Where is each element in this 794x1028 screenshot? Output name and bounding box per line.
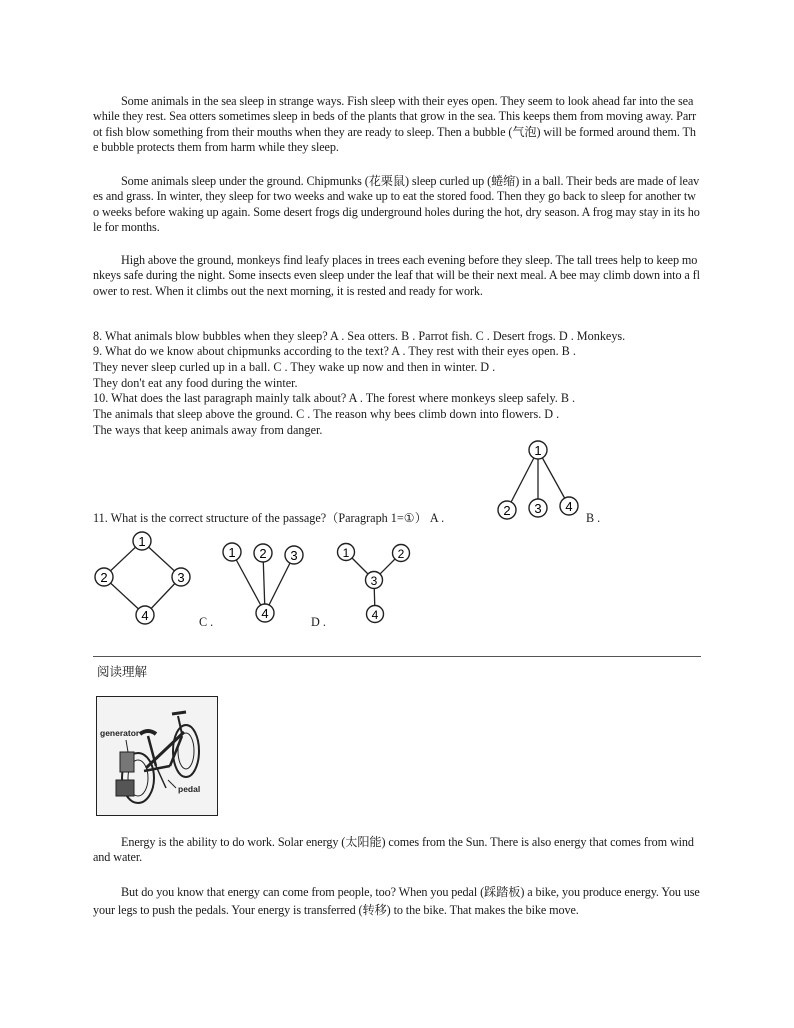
node-circle [223, 543, 241, 561]
passage1-paragraph-3: High above the ground, monkeys find leafy places in trees each evening before they sleep. The tall trees help to keep monkeys safe during the night. Some insects even sleep under the leaf that will be their next meal. A bee may climb down into a flower to rest. When it climbs out the next morning, it is rested and ready for work. [93, 253, 700, 298]
question-9-line-3: They don't eat any food during the winter. [93, 376, 298, 390]
option-c-label: C . [199, 615, 214, 629]
svg-text:1: 1 [534, 443, 542, 458]
svg-text:2: 2 [259, 546, 267, 561]
node-circle [498, 501, 516, 519]
question-11: 11. What is the correct structure of the passage?（Paragraph 1=①） A . [93, 511, 445, 525]
option-d-label: D . [311, 615, 326, 629]
svg-text:3: 3 [177, 570, 185, 585]
svg-text:2: 2 [503, 503, 511, 518]
svg-text:3: 3 [290, 548, 298, 563]
svg-text:4: 4 [565, 499, 573, 514]
question-8: 8. What animals blow bubbles when they sleep? A . Sea otters. B . Parrot fish. C . Desert frogs. D . Monkeys. [93, 329, 626, 343]
question-10-line-2: The animals that sleep above the ground. C . The reason why bees climb down into flowers. D . [93, 407, 560, 421]
node-circle [136, 606, 154, 624]
passage1-paragraph-1: Some animals in the sea sleep in strange ways. Fish sleep with their eyes open. They seem to look ahead far into the sea while they rest. Sea otters sometimes sleep in beds of the plants that grow in the sea. This keeps them from moving away. Parrot fish blow something from their mouths when they are ready to sleep. Then a bubble (气泡) will be formed around them. The bubble protects them from harm while they sleep. [93, 94, 697, 155]
section-heading: 阅读理解 [97, 664, 148, 679]
generator-label: generator [100, 728, 140, 738]
pedal-label: pedal [178, 784, 201, 794]
passage2-paragraph-1: Energy is the ability to do work. Solar energy (太阳能) comes from the Sun. There is also energy that comes from wind and water. [93, 835, 694, 865]
node-circle [393, 545, 410, 562]
node-circle [366, 572, 383, 589]
node-circle [172, 568, 190, 586]
node-circle [367, 606, 384, 623]
node-circle [254, 544, 272, 562]
node-circle [529, 441, 547, 459]
diagram-b [95, 532, 190, 624]
question-10-line-3: The ways that keep animals away from danger. [93, 423, 323, 437]
passage1-paragraph-2: Some animals sleep under the ground. Chipmunks (花栗鼠) sleep curled up (蜷缩) in a ball. Their beds are made of leaves and grass. In winter, they sleep for two weeks and wake up to eat the stored food. Then they go back to sleep for another two weeks before waking up again. Some desert frogs dig underground holes during the hot, dry season. A frog may stay in its hole for months. [93, 174, 700, 235]
section-divider [93, 656, 701, 657]
node-circle [285, 546, 303, 564]
bicycle-generator-figure [96, 696, 218, 816]
node-circle [133, 532, 151, 550]
node-circle [338, 544, 355, 561]
question-10-line-1: 10. What does the last paragraph mainly talk about? A . The forest where monkeys sleep safely. B . [93, 391, 576, 405]
question-9-line-2: They never sleep curled up in a ball. C . They wake up now and then in winter. D . [93, 360, 496, 374]
svg-text:3: 3 [370, 574, 378, 588]
node-circle [529, 499, 547, 517]
svg-text:1: 1 [342, 546, 350, 560]
svg-text:4: 4 [141, 608, 149, 623]
node-circle [256, 604, 274, 622]
svg-text:1: 1 [228, 545, 236, 560]
svg-text:2: 2 [100, 570, 108, 585]
passage2-paragraph-2: But do you know that energy can come from people, too? When you pedal (踩踏板) a bike, you produce energy. You use your legs to push the pedals. Your energy is transferred (转移) to the bike. That makes the bike move. [93, 885, 700, 917]
option-b-label: B . [586, 511, 601, 525]
question-9-line-1: 9. What do we know about chipmunks according to the text? A . They rest with their eyes open. B . [93, 344, 576, 358]
svg-text:1: 1 [138, 534, 146, 549]
svg-text:2: 2 [397, 547, 405, 561]
node-circle [95, 568, 113, 586]
svg-text:3: 3 [534, 501, 542, 516]
node-circle [560, 497, 578, 515]
diagram-d [338, 544, 410, 623]
svg-text:4: 4 [261, 606, 269, 621]
diagram-c [223, 543, 303, 622]
svg-text:4: 4 [371, 608, 379, 622]
